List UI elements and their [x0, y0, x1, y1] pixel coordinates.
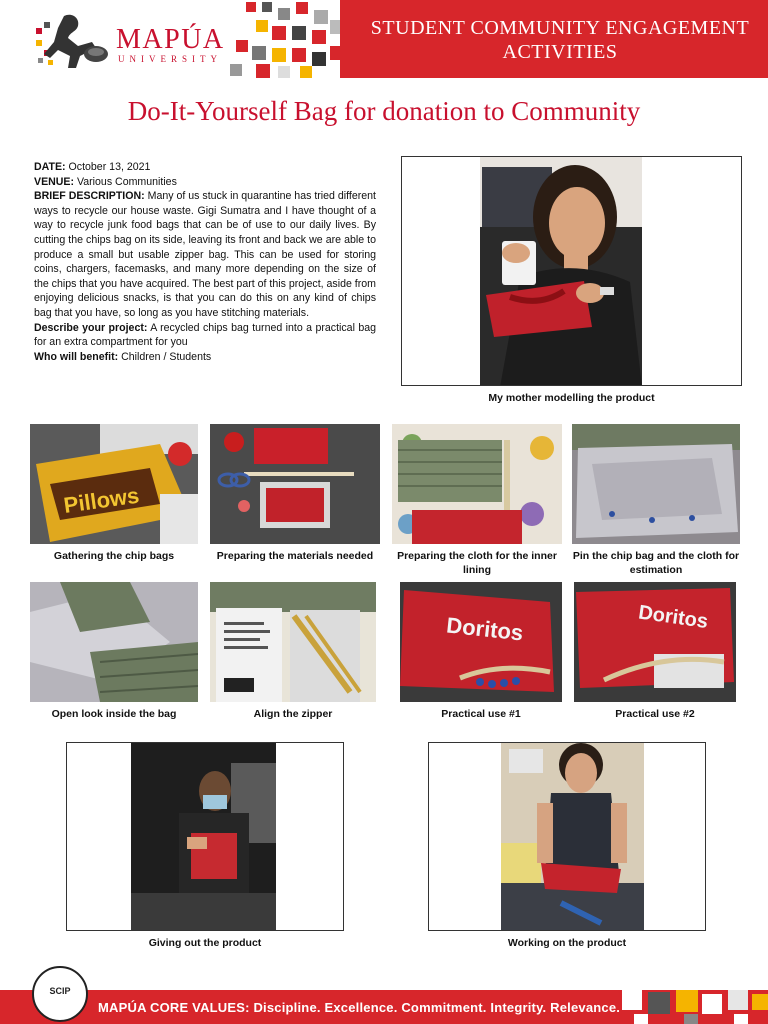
giving-out-photo [131, 743, 276, 931]
scip-seal-icon [32, 966, 88, 1022]
page-title: Do-It-Yourself Bag for donation to Community [127, 96, 641, 126]
date-line [34, 160, 376, 175]
svg-text:Pillows: Pillows [62, 482, 141, 518]
practical-use-1-photo [400, 582, 562, 702]
project-details [34, 160, 376, 364]
svg-text:Doritos: Doritos [445, 612, 525, 646]
benefit-label: Who will benefit: [34, 350, 119, 363]
venue-line [34, 175, 376, 190]
chip-bags-photo [30, 424, 198, 544]
project-value: A recycled chips bag turned into a practical bag for an extra compartment for you [34, 321, 377, 349]
caption-practical-use-1: Practical use #1 [441, 708, 521, 720]
beneficiaries [34, 350, 376, 365]
core-values-text: MAPÚA CORE VALUES: Discipline. Excellence. Commitment. Integrity. Relevance. [98, 1000, 621, 1015]
mapua-emblem-icon [34, 10, 112, 70]
caption-giving-out: Giving out the product [148, 937, 262, 949]
inside-bag-photo [30, 582, 198, 702]
caption-open-look: Open look inside the bag [51, 708, 177, 720]
giving-out-frame [66, 742, 344, 931]
svg-text:Doritos: Doritos [637, 601, 710, 634]
date-value: October 13, 2021 [68, 161, 151, 173]
header-title-line2: ACTIVITIES [502, 41, 618, 63]
project-label: Describe your project: [34, 321, 148, 334]
caption-practical-use-2: Practical use #2 [615, 708, 695, 720]
caption-pin-chip-bag: Pin the chip bag and the cloth for estimation [572, 550, 740, 576]
venue-label: VENUE: [34, 175, 75, 188]
logo-wordmark: MAPÚA [116, 24, 225, 55]
materials-photo [210, 424, 380, 544]
date-label: DATE: [34, 161, 66, 173]
main-photo-frame [401, 156, 742, 386]
brief-description [34, 189, 376, 320]
caption-working: Working on the product [507, 937, 627, 949]
header-title-line1: STUDENT COMMUNITY ENGAGEMENT [370, 17, 750, 39]
footer-decorative-squares [594, 990, 768, 1024]
working-frame [428, 742, 706, 931]
caption-gathering: Gathering the chip bags [53, 550, 175, 562]
mother-modelling-photo [480, 157, 642, 386]
logo-subtext: UNIVERSITY [118, 54, 222, 64]
header-title [360, 16, 760, 64]
brief-label: BRIEF DESCRIPTION: [34, 190, 145, 203]
brief-value: Many of us stuck in quarantine has tried different ways to recycle our house waste. Gigi Sumatra and I have thought of a way to recycle junk food bags that can be of use to our daily lives. By cutting the chips bag on its side, leaving its front and back we are able to produce a small but usable zipper bag. This can be used for storing coins, chargers, facemasks, and many more depending on the size of the chips that you have acquired. The best part of this project, aside from enjoying delicious snacks, is that you can do this on any kind of chips bag that you have, so long as you have stitching materials. [34, 190, 376, 319]
align-zipper-photo [210, 582, 376, 702]
practical-use-2-photo [574, 582, 736, 702]
main-photo-caption: My mother modelling the product [488, 392, 655, 404]
pin-estimation-photo [572, 424, 740, 544]
decorative-squares [226, 0, 356, 78]
header [0, 0, 768, 78]
caption-preparing-materials: Preparing the materials needed [216, 550, 374, 562]
working-on-product-photo [501, 743, 644, 931]
seal-text: SCIP [49, 986, 71, 996]
venue-value: Various Communities [76, 175, 177, 188]
caption-align-zipper: Align the zipper [253, 708, 333, 720]
project-description [34, 321, 376, 350]
caption-preparing-cloth: Preparing the cloth for the inner lining [397, 550, 557, 576]
cloth-lining-photo [392, 424, 562, 544]
benefit-value: Children / Students [121, 350, 212, 363]
